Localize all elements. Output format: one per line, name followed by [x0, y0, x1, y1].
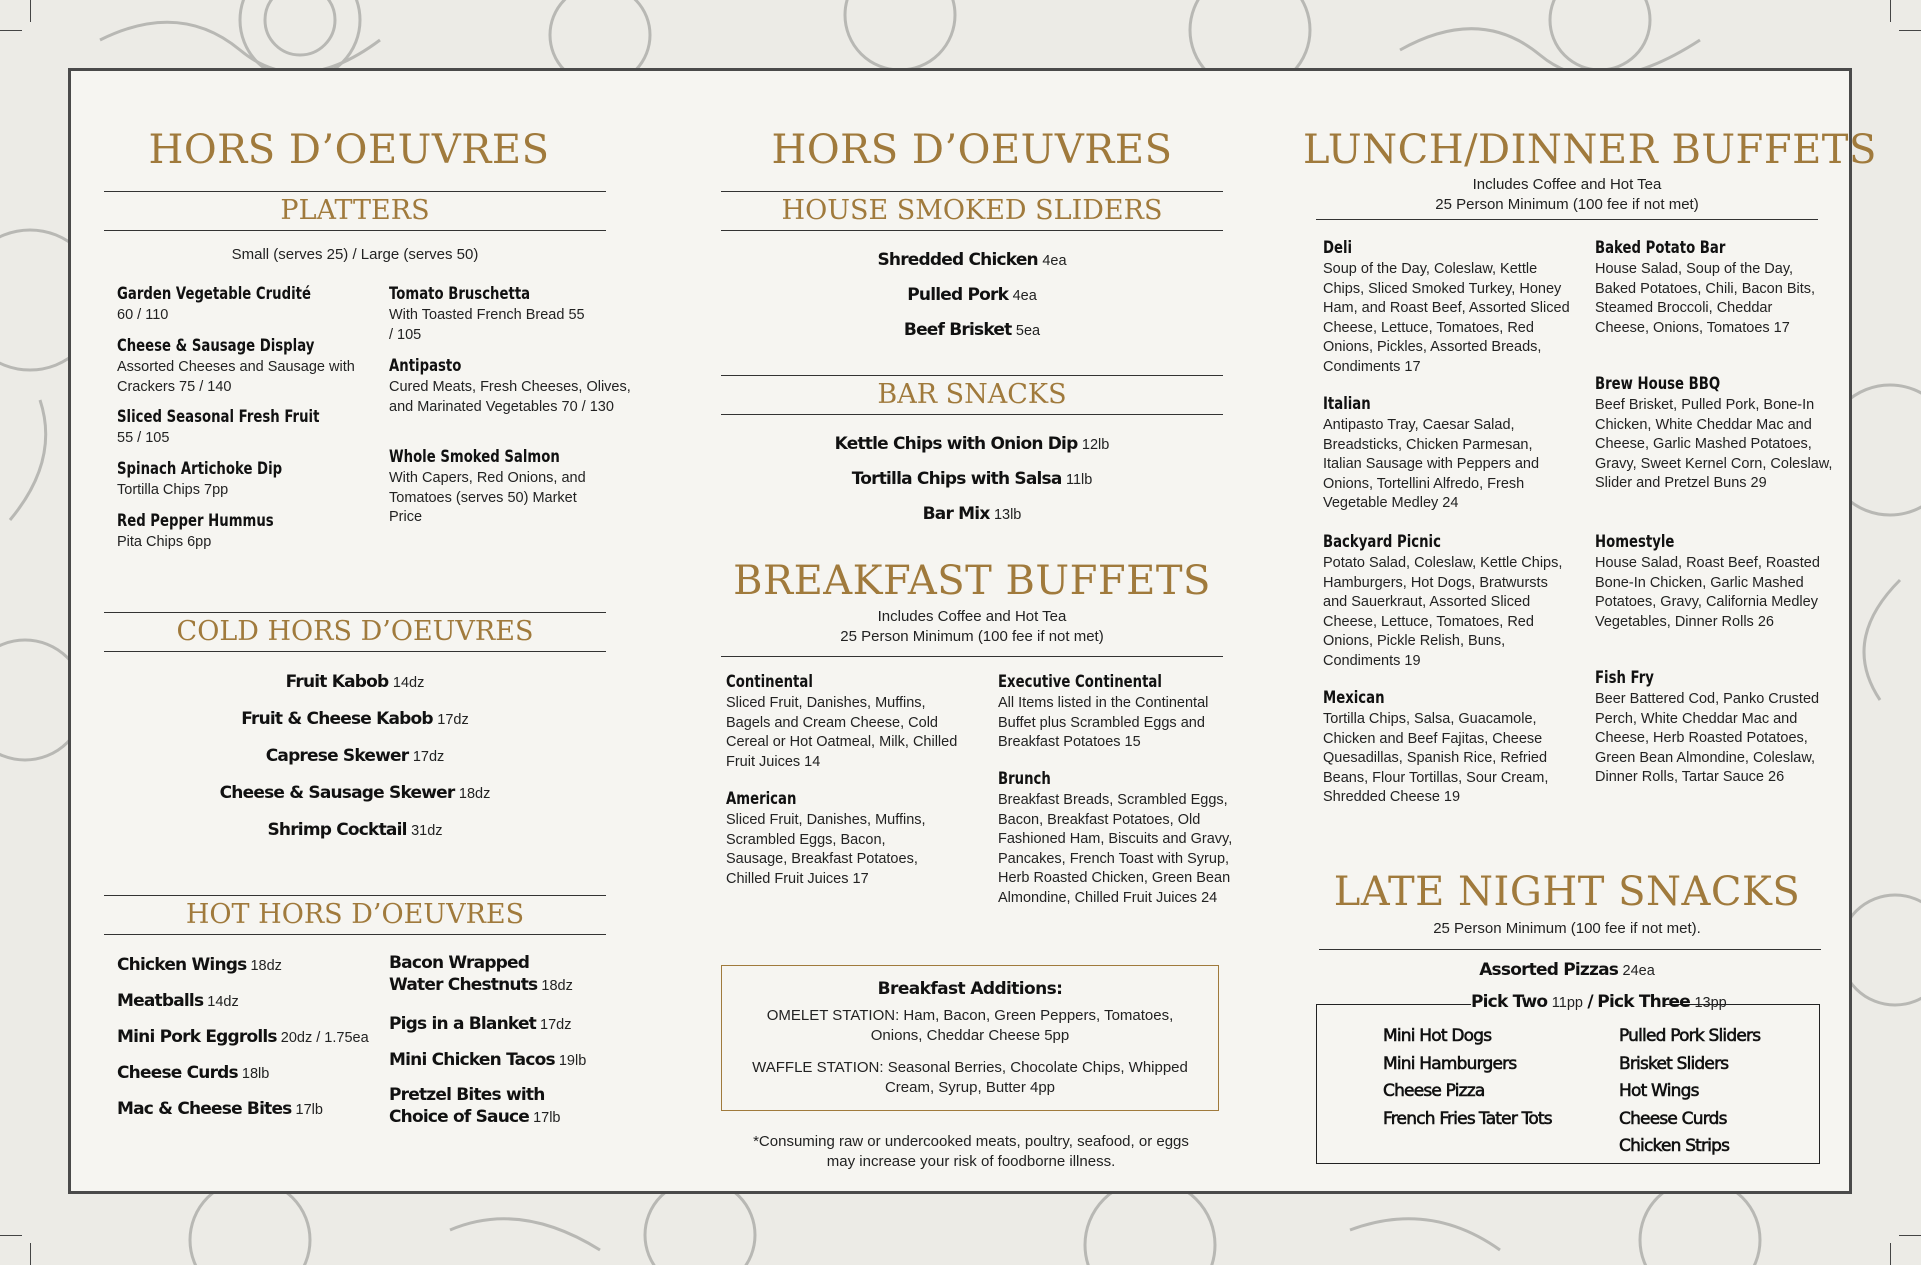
- disclaimer: *Consuming raw or undercooked meats, poultry, seafood, or eggs may increase your risk of foodborne illness.: [753, 1133, 1189, 1170]
- hot-item: Cheese Curds 18lb: [117, 1063, 270, 1083]
- breakfast-item: Executive Continental All Items listed in the Continental Buffet plus Scrambled Eggs and Breakfast Potatoes 15: [998, 672, 1209, 750]
- cold-item: Shrimp Cocktail 31dz: [267, 820, 443, 840]
- breakfast-item: Brunch Breakfast Breads, Scrambled Eggs, Bacon, Breakfast Potatoes, Old Fashioned Ham, Biscuits and Gravy, Pancakes, French Toast with Syrup, Herb Roasted Chicken, Green Bean Almondine, Chilled Fruit Juices 24: [998, 769, 1233, 906]
- platter-item: Garden Vegetable Crudité 60 / 110: [117, 284, 311, 323]
- lunch-item: Mexican Tortilla Chips, Salsa, Guacamole, Chicken and Beef Fajitas, Cheese Quesadillas, Spanish Rice, Refried Beans, Flour Tortillas, Sour Cream, Shredded Cheese 19: [1323, 688, 1549, 805]
- cold-item: Fruit Kabob 14dz: [285, 672, 425, 692]
- slider-item: Shredded Chicken 4ea: [877, 250, 1067, 270]
- divider: [1319, 949, 1821, 950]
- bar-item: Tortilla Chips with Salsa 11lb: [851, 469, 1093, 489]
- lunch-note: Includes Coffee and Hot Tea: [1472, 176, 1662, 193]
- late-night-title: LATE NIGHT SNACKS: [1333, 869, 1801, 915]
- platter-item: Tomato Bruschetta With Toasted French Bread 55 / 105: [389, 284, 585, 343]
- late-night-list: Pulled Pork Sliders Brisket Sliders Hot Wings Cheese Curds Chicken Strips: [1619, 1026, 1761, 1156]
- lunch-dinner-title: LUNCH/DINNER BUFFETS: [1303, 127, 1877, 173]
- hot-item: Mini Pork Eggrolls 20dz / 1.75ea: [117, 1027, 369, 1047]
- late-night-list: Mini Hot Dogs Mini Hamburgers Cheese Pizza French Fries Tater Tots: [1383, 1026, 1552, 1129]
- lunch-item: Fish Fry Beer Battered Cod, Panko Crusted Perch, White Cheddar Mac and Cheese, Herb Roasted Potatoes, Green Bean Almondine, Coleslaw, Dinner Rolls, Tartar Sauce 26: [1595, 668, 1820, 785]
- hot-item: Mini Chicken Tacos 19lb: [389, 1050, 587, 1070]
- omelet-station: OMELET STATION: Ham, Bacon, Green Peppers, Tomatoes, Onions, Cheddar Cheese 5pp: [766, 1007, 1174, 1044]
- cold-item: Cheese & Sausage Skewer 18dz: [219, 783, 491, 803]
- lunch-item: Italian Antipasto Tray, Caesar Salad, Breadsticks, Chicken Parmesan, Italian Sausage with Peppers and Onions, Tortellini Alfredo, Fresh Vegetable Medley 24: [1323, 394, 1540, 511]
- platters-heading: PLATTERS: [104, 191, 606, 231]
- waffle-station: WAFFLE STATION: Seasonal Berries, Chocolate Chips, Whipped Cream, Syrup, Butter 4pp: [752, 1059, 1188, 1096]
- lunch-item: Baked Potato Bar House Salad, Soup of the Day, Baked Potatoes, Chili, Bacon Bits, Steamed Broccoli, Cheddar Cheese, Onions, Tomatoes 17: [1595, 238, 1816, 336]
- bar-item: Kettle Chips with Onion Dip 12lb: [834, 434, 1110, 454]
- platters-note: Small (serves 25) / Large (serves 50): [231, 246, 479, 263]
- platter-item: Antipasto Cured Meats, Fresh Cheeses, Olives, and Marinated Vegetables 70 / 130: [389, 356, 631, 415]
- pick-line: Pick Two 11pp / Pick Three 13pp: [1471, 992, 1727, 1012]
- platter-item: Cheese & Sausage Display Assorted Cheeses and Sausage with Crackers 75 / 140: [117, 336, 355, 395]
- additions-heading: Breakfast Additions:: [877, 979, 1063, 999]
- cold-item: Fruit & Cheese Kabob 17dz: [241, 709, 469, 729]
- lunch-item: Deli Soup of the Day, Coleslaw, Kettle Chips, Sliced Smoked Turkey, Honey Ham, and Roast Beef, Assorted Sliced Cheese, Lettuce, Tomatoes, Red Onions, Pickles, Assorted Breads, Condiments 17: [1323, 238, 1570, 375]
- hot-item: Pigs in a Blanket 17dz: [389, 1014, 572, 1034]
- left-title: HORS D’OEUVRES: [148, 127, 550, 173]
- breakfast-note: 25 Person Minimum (100 fee if not met): [840, 628, 1104, 645]
- late-night-note: 25 Person Minimum (100 fee if not met).: [1433, 920, 1701, 937]
- platter-item: Spinach Artichoke Dip Tortilla Chips 7pp: [117, 459, 283, 498]
- cold-heading: COLD HORS D’OEUVRES: [104, 612, 606, 652]
- sliders-heading: HOUSE SMOKED SLIDERS: [721, 191, 1223, 231]
- platter-item: Whole Smoked Salmon With Capers, Red Onions, and Tomatoes (serves 50) Market Price: [389, 447, 586, 525]
- breakfast-item: Continental Sliced Fruit, Danishes, Muffins, Bagels and Cream Cheese, Cold Cereal or Hot Oatmeal, Milk, Chilled Fruit Juices 14: [726, 672, 958, 770]
- slider-item: Beef Brisket 5ea: [903, 320, 1041, 340]
- hot-heading: HOT HORS D’OEUVRES: [104, 895, 606, 935]
- hot-item: Pretzel Bites with Choice of Sauce 17lb: [389, 1085, 561, 1127]
- breakfast-additions-box: [721, 965, 1219, 1111]
- hot-item: Bacon Wrapped Water Chestnuts 18dz: [389, 953, 573, 995]
- lunch-item: Backyard Picnic Potato Salad, Coleslaw, Kettle Chips, Hamburgers, Hot Dogs, Bratwursts and Sauerkraut, Assorted Sliced Cheese, Lettuce, Tomatoes, Red Onions, Pickle Relish, Buns, Condiments 19: [1323, 532, 1563, 669]
- lunch-note: 25 Person Minimum (100 fee if not met): [1435, 196, 1699, 213]
- hot-item: Meatballs 14dz: [117, 991, 239, 1011]
- divider: [1316, 219, 1818, 220]
- middle-title: HORS D’OEUVRES: [771, 127, 1173, 173]
- divider: [721, 656, 1223, 657]
- hot-item: Mac & Cheese Bites 17lb: [117, 1099, 323, 1119]
- hot-item: Chicken Wings 18dz: [117, 955, 282, 975]
- pizza-item: Assorted Pizzas 24ea: [1479, 960, 1655, 980]
- cold-item: Caprese Skewer 17dz: [265, 746, 445, 766]
- lunch-item: Homestyle House Salad, Roast Beef, Roasted Bone-In Chicken, Garlic Mashed Potatoes, Gravy, California Medley Vegetables, Dinner Rolls 26: [1595, 532, 1820, 630]
- bar-heading: BAR SNACKS: [721, 375, 1223, 415]
- breakfast-title: BREAKFAST BUFFETS: [733, 558, 1211, 604]
- menu-panel: [68, 68, 1877, 1194]
- platter-item: Sliced Seasonal Fresh Fruit 55 / 105: [117, 407, 320, 446]
- bar-item: Bar Mix 13lb: [922, 504, 1022, 524]
- lunch-item: Brew House BBQ Beef Brisket, Pulled Pork, Bone-In Chicken, White Cheddar Mac and Cheese, Garlic Mashed Potatoes, Gravy, Sweet Kernel Corn, Coleslaw, Slider and Pretzel Buns 29: [1595, 374, 1833, 491]
- slider-item: Pulled Pork 4ea: [907, 285, 1037, 305]
- breakfast-item: American Sliced Fruit, Danishes, Muffins, Scrambled Eggs, Bacon, Sausage, Breakfast Potatoes, Chilled Fruit Juices 17: [726, 789, 926, 887]
- breakfast-note: Includes Coffee and Hot Tea: [877, 608, 1067, 625]
- platter-item: Red Pepper Hummus Pita Chips 6pp: [117, 511, 274, 550]
